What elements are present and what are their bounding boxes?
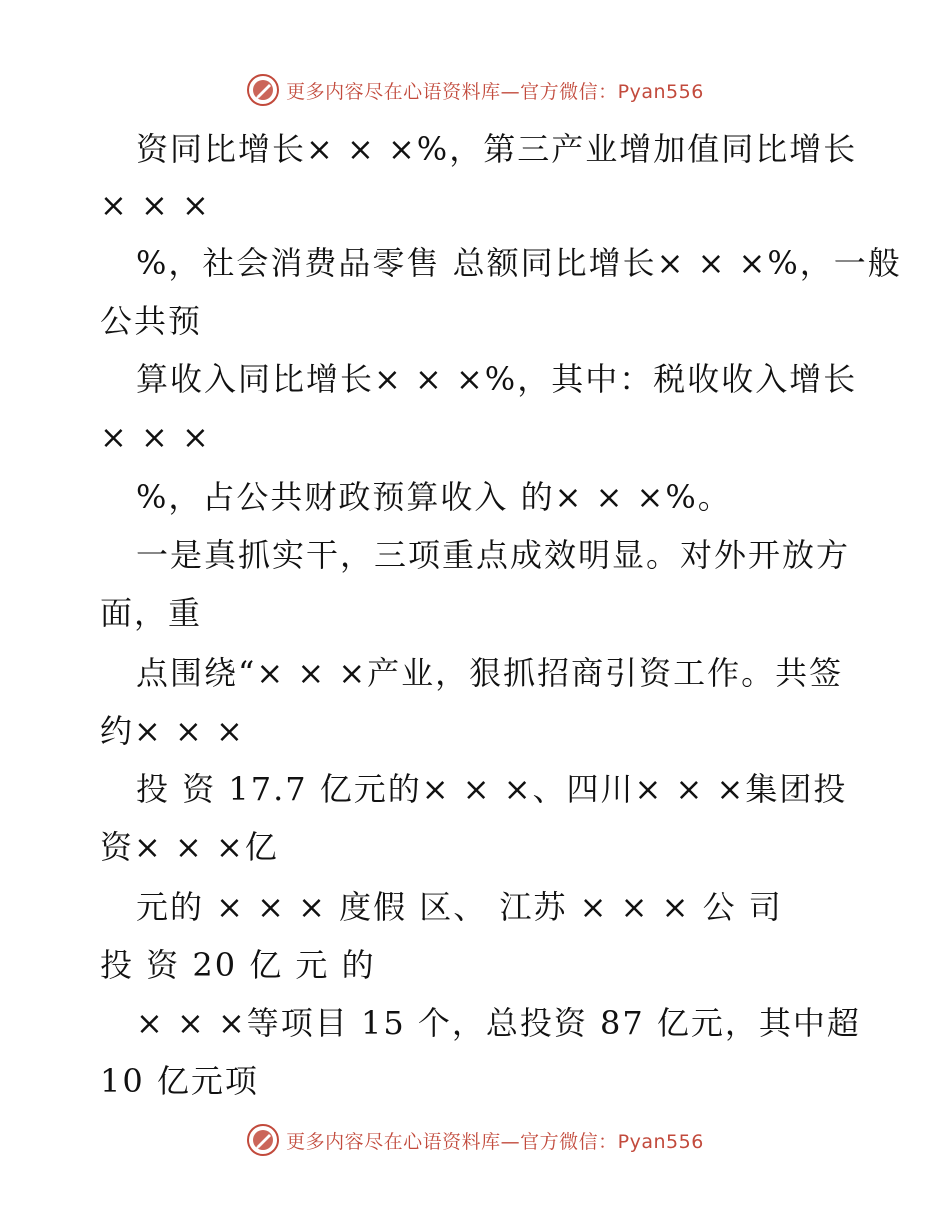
footer-banner <box>0 1118 950 1162</box>
body-line: %，社会消费品零售 总额同比增长× × ×%，一般 <box>136 244 902 282</box>
body-line: 元的 × × × 度假 区、 江苏 × × × 公 司 <box>136 888 783 926</box>
body-line: 面，重 <box>100 594 203 632</box>
body-line: 资× × ×亿 <box>100 828 279 866</box>
pen-logo-icon <box>246 1123 280 1157</box>
header-banner-text: 更多内容尽在心语资料库—官方微信：Pyan556 <box>286 80 704 103</box>
body-line: 10 亿元项 <box>100 1062 259 1100</box>
body-line: × × ×等项目 15 个，总投资 87 亿元，其中超 <box>136 1004 861 1042</box>
body-line: 投 资 20 亿 元 的 <box>100 946 376 984</box>
body-line: × × × <box>100 186 211 224</box>
body-line: 一是真抓实干，三项重点成效明显。对外开放方 <box>136 536 851 574</box>
body-line: 公共预 <box>100 302 203 340</box>
body-line: 点围绕“× × ×产业，狠抓招商引资工作。共签 <box>136 654 844 692</box>
body-line: 约× × × <box>100 712 245 750</box>
footer-banner-text: 更多内容尽在心语资料库—官方微信：Pyan556 <box>286 1130 704 1153</box>
body-line: × × × <box>100 418 211 456</box>
body-line: 投 资 17.7 亿元的× × ×、四川× × ×集团投 <box>136 770 848 808</box>
body-line: 算收入同比增长× × ×%，其中：税收收入增长 <box>136 360 858 398</box>
pen-logo-icon <box>246 73 280 107</box>
body-line: 资同比增长× × ×%，第三产业增加值同比增长 <box>136 130 858 168</box>
body-line: %，占公共财政预算收入 的× × ×%。 <box>136 478 732 516</box>
header-banner <box>0 68 950 112</box>
